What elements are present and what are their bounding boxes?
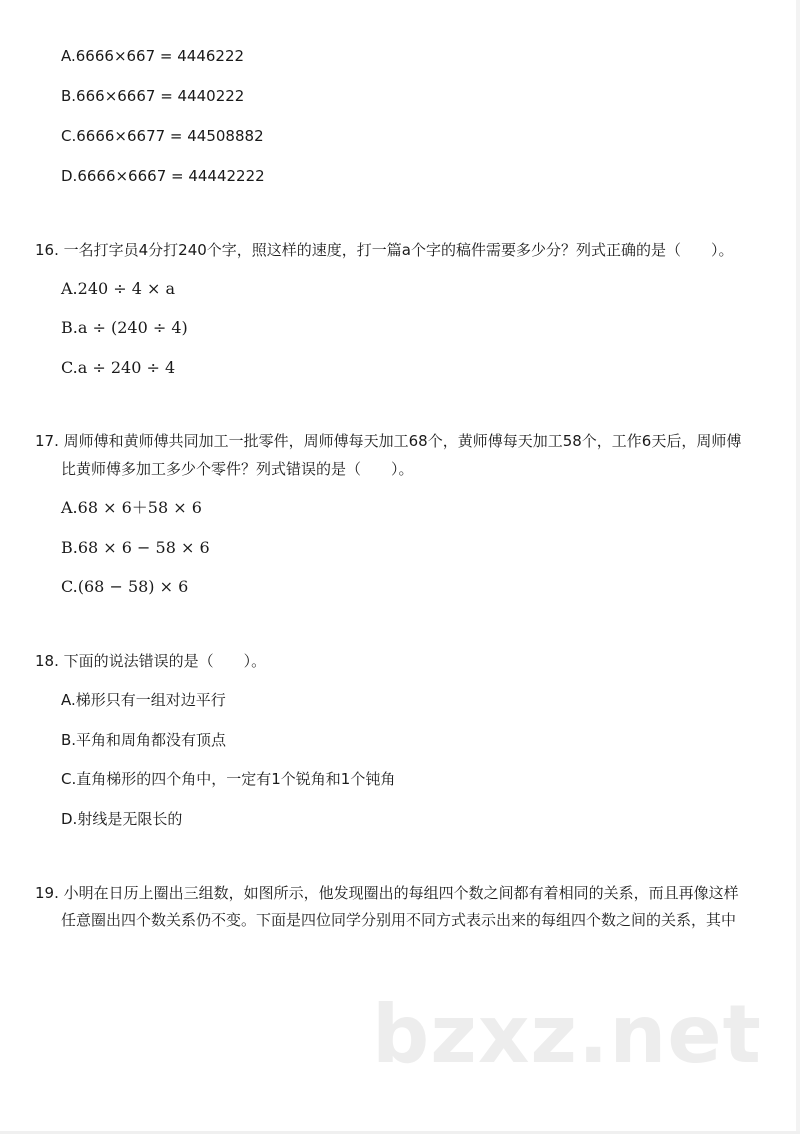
q17-option-c: C.(68 − 58) × 6 [61,577,189,596]
q15-option-d: D.6666×6667 = 44442222 [61,167,265,185]
q17-stem-line1: 17. 周师傅和黄师傅共同加工一批零件，周师傅每天加工68个，黄师傅每天加工58个，工作6天后，周师傅 [35,432,742,450]
q18-stem: 18. 下面的说法错误的是（ ）。 [35,652,267,670]
q15-option-b: B.666×6667 = 4440222 [61,87,245,105]
watermark-logo: bzxz.net [372,988,762,1081]
q15-option-a: A.6666×667 = 4446222 [61,47,245,65]
q17-stem-line2: 比黄师傅多加工多少个零件？列式错误的是（ ）。 [61,460,414,478]
q17-option-b: B.68 × 6 − 58 × 6 [61,538,210,557]
q15-option-c: C.6666×6677 = 44508882 [61,127,264,145]
q17-option-a: A.68 × 6＋58 × 6 [61,498,202,517]
q18-option-c: C.直角梯形的四个角中，一定有1个锐角和1个钝角 [61,770,396,788]
q16-stem: 16. 一名打字员4分打240个字，照这样的速度，打一篇a个字的稿件需要多少分？列式正确的是（ ）。 [35,241,734,259]
q16-option-a: A.240 ÷ 4 × a [61,279,176,298]
q16-option-b: B.a ÷ (240 ÷ 4) [61,318,188,337]
q19-stem-line1: 19. 小明在日历上圈出三组数，如图所示，他发现圈出的每组四个数之间都有着相同的关系，而且再像这样 [35,884,739,902]
q16-option-c: C.a ÷ 240 ÷ 4 [61,358,176,377]
q19-stem-line2: 任意圈出四个数关系仍不变。下面是四位同学分别用不同方式表示出来的每组四个数之间的关系，其中 [61,911,737,929]
page-right-edge [796,0,800,1134]
q18-option-b: B.平角和周角都没有顶点 [61,731,227,749]
q18-option-d: D.射线是无限长的 [61,810,183,828]
q18-option-a: A.梯形只有一组对边平行 [61,691,226,709]
